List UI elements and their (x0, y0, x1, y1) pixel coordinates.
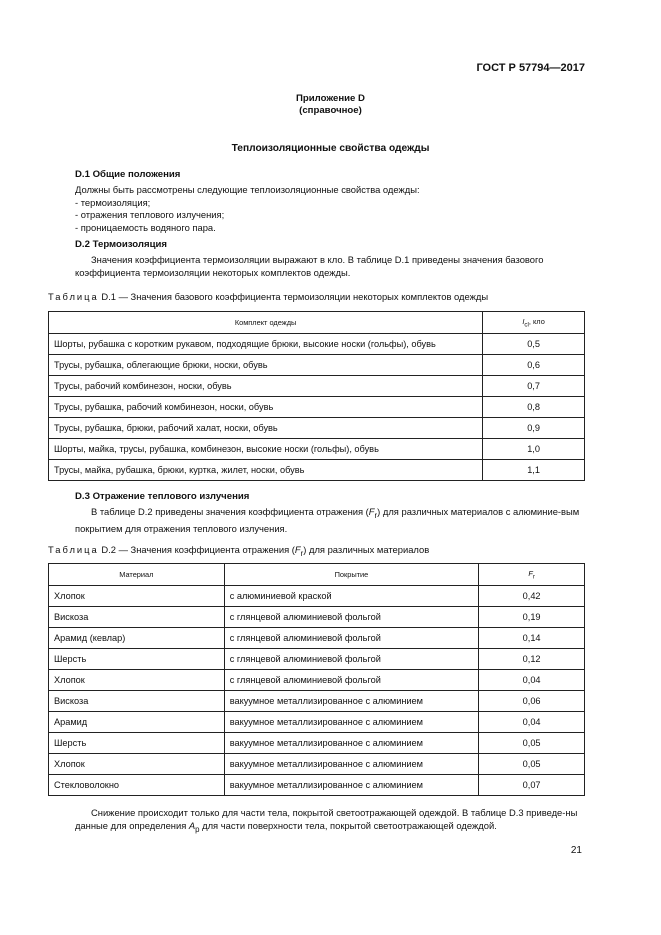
appendix-subtitle: (справочное) (299, 105, 362, 116)
table-caption-text: ) для различных материалов (303, 544, 430, 555)
material-cell: Хлопок (49, 586, 225, 607)
clothing-set-cell: Шорты, майка, трусы, рубашка, комбинезон, высокие носки (гольфы), обувь (49, 439, 483, 460)
reflection-symbol: F (294, 544, 301, 555)
table-row (49, 712, 585, 733)
table-row (49, 733, 585, 754)
paragraph-text: Снижение происходит только для части тела, покрытой светоотражающей одеждой. В таблице D.3 приведе-ны данные для определения (75, 807, 578, 831)
document-title: Теплоизоляционные свойства одежды (231, 143, 430, 154)
reflection-value-cell: 0,07 (479, 775, 585, 796)
insulation-value-cell: 0,5 (483, 334, 585, 355)
reflection-value-cell: 0,19 (479, 607, 585, 628)
paragraph-text: ) для различных материалов с алюминие-вым покрытием для отражения теплового излучения. (75, 506, 580, 534)
coating-cell: вакуумное металлизированное с алюминием (224, 691, 479, 712)
table-caption-text: D.1 — Значения базового коэффициента термоизоляции некоторых комплектов одежды (101, 291, 489, 302)
table-row (49, 649, 585, 670)
material-cell: Хлопок (49, 670, 225, 691)
table-row (49, 334, 585, 355)
insulation-value-cell: 0,7 (483, 376, 585, 397)
table-row (49, 397, 585, 418)
material-cell: Арамид (кевлар) (49, 628, 225, 649)
reflection-value-cell: 0,05 (479, 733, 585, 754)
table2-caption (48, 544, 429, 558)
insulation-value-cell: 1,0 (483, 439, 585, 460)
section-d1-heading: D.1 Общие положения (75, 169, 181, 180)
material-cell: Шерсть (49, 733, 225, 754)
material-cell: Вискоза (49, 607, 225, 628)
insulation-symbol: I (522, 316, 525, 326)
reflection-value-cell: 0,42 (479, 586, 585, 607)
material-cell: Арамид (49, 712, 225, 733)
table-header-row (49, 312, 585, 334)
clothing-set-cell: Трусы, рубашка, брюки, рабочий халат, носки, обувь (49, 418, 483, 439)
reflection-symbol: F (528, 568, 533, 578)
clothing-set-cell: Шорты, рубашка с коротким рукавом, подходящие брюки, высокие носки (гольфы), обувь (49, 334, 483, 355)
reflection-value-cell: 0,12 (479, 649, 585, 670)
table-row (49, 460, 585, 481)
table-clothing-insulation (48, 311, 585, 481)
table-caption-label: Таблица (48, 291, 99, 302)
section-d3-heading: D.3 Отражение теплового излучения (75, 491, 250, 502)
column-header-reflection (479, 564, 585, 586)
clothing-set-cell: Трусы, майка, рубашка, брюки, куртка, жилет, носки, обувь (49, 460, 483, 481)
insulation-unit: , кло (528, 316, 545, 326)
reflection-subscript: r (532, 573, 535, 581)
insulation-value-cell: 0,9 (483, 418, 585, 439)
reflection-subscript: r (374, 510, 378, 520)
coating-cell: с алюминиевой краской (224, 586, 479, 607)
clothing-set-cell: Трусы, рубашка, облегающие брюки, носки, обувь (49, 355, 483, 376)
standard-number: ГОСТ Р 57794—2017 (476, 62, 585, 74)
reflection-value-cell: 0,04 (479, 670, 585, 691)
table-row (49, 376, 585, 397)
list-item: - отражения теплового излучения; (75, 209, 225, 220)
coating-cell: с глянцевой алюминиевой фольгой (224, 607, 479, 628)
area-symbol: A (188, 820, 196, 831)
appendix-title: Приложение D (296, 93, 365, 104)
table-row (49, 691, 585, 712)
list-item: - проницаемость водяного пара. (75, 222, 216, 233)
table-row (49, 418, 585, 439)
table-row (49, 754, 585, 775)
section-d1-intro: Должны быть рассмотрены следующие теплоизоляционные свойства одежды: (75, 184, 420, 195)
paragraph-text: В таблице D.2 приведены значения коэффициента отражения ( (91, 506, 369, 517)
coating-cell: вакуумное металлизированное с алюминием (224, 733, 479, 754)
table-row (49, 439, 585, 460)
insulation-value-cell: 0,6 (483, 355, 585, 376)
table-row (49, 355, 585, 376)
reflection-value-cell: 0,05 (479, 754, 585, 775)
table-row (49, 775, 585, 796)
table-row (49, 607, 585, 628)
section-d2-paragraph: Значения коэффициента термоизоляции выражают в кло. В таблице D.1 приведены значения базового коэффициента термоизоляции некоторых комплектов одежды. (75, 254, 544, 278)
coating-cell: с глянцевой алюминиевой фольгой (224, 649, 479, 670)
column-header-clothing-set: Комплект одежды (49, 312, 483, 334)
list-item: - термоизоляция; (75, 197, 151, 208)
table-header-row (49, 564, 585, 586)
column-header-insulation (483, 312, 585, 334)
reflection-symbol: F (368, 506, 375, 517)
insulation-subscript: cl (524, 321, 529, 329)
closing-paragraph (75, 806, 585, 836)
section-d2-heading: D.2 Термоизоляция (75, 239, 168, 250)
column-header-material: Материал (49, 564, 225, 586)
coating-cell: с глянцевой алюминиевой фольгой (224, 628, 479, 649)
material-cell: Хлопок (49, 754, 225, 775)
insulation-value-cell: 0,8 (483, 397, 585, 418)
coating-cell: вакуумное металлизированное с алюминием (224, 775, 479, 796)
insulation-value-cell: 1,1 (483, 460, 585, 481)
material-cell: Вискоза (49, 691, 225, 712)
area-subscript: p (195, 824, 200, 834)
reflection-value-cell: 0,04 (479, 712, 585, 733)
table1-caption (48, 291, 488, 302)
material-cell: Шерсть (49, 649, 225, 670)
table-caption-text: D.2 — Значения коэффициента отражения ( (101, 544, 295, 555)
table-reflection-coefficients (48, 563, 585, 796)
paragraph-text: для части поверхности тела, покрытой светоотражающей одеждой. (199, 820, 497, 831)
reflection-subscript: r (300, 548, 304, 558)
table-row (49, 628, 585, 649)
coating-cell: вакуумное металлизированное с алюминием (224, 712, 479, 733)
table-row (49, 586, 585, 607)
coating-cell: с глянцевой алюминиевой фольгой (224, 670, 479, 691)
clothing-set-cell: Трусы, рабочий комбинезон, носки, обувь (49, 376, 483, 397)
clothing-set-cell: Трусы, рубашка, рабочий комбинезон, носки, обувь (49, 397, 483, 418)
reflection-value-cell: 0,06 (479, 691, 585, 712)
coating-cell: вакуумное металлизированное с алюминием (224, 754, 479, 775)
table-row (49, 670, 585, 691)
material-cell: Стекловолокно (49, 775, 225, 796)
table-caption-label: Таблица (48, 544, 99, 555)
column-header-coating: Покрытие (224, 564, 479, 586)
page-number: 21 (570, 845, 582, 856)
reflection-value-cell: 0,14 (479, 628, 585, 649)
section-d3-paragraph (75, 505, 585, 535)
